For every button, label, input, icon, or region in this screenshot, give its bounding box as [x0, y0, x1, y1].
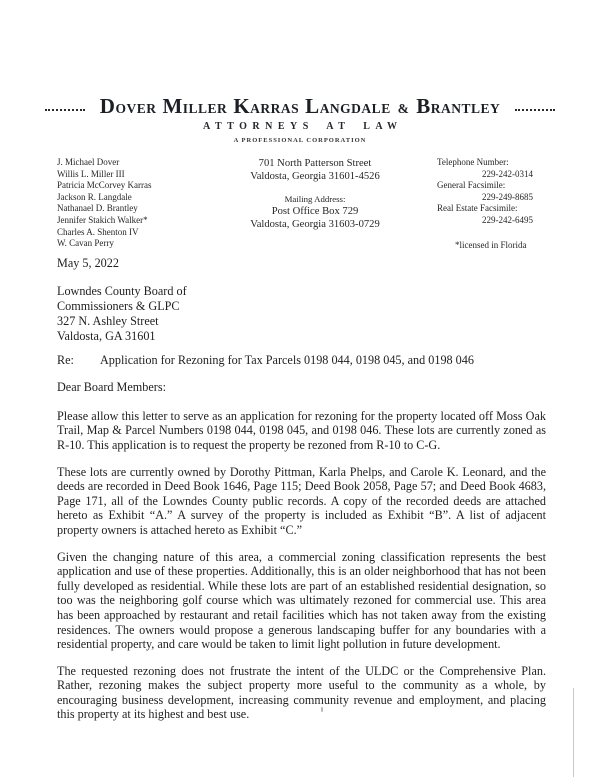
salutation: Dear Board Members:	[57, 380, 166, 395]
contact-block	[437, 157, 547, 251]
firm-name: DOVER MILLER KARRAS LANGDALE & BRANTLEY	[99, 94, 501, 118]
attorney-name: Patricia McCorvey Karras	[57, 180, 152, 191]
street-address-line1: 701 North Patterson Street	[258, 158, 372, 169]
street-address-line2: Valdosta, Georgia 31601-4526	[250, 171, 380, 182]
letter-paragraph: The requested rezoning does not frustrate the intent of the ULDC or the Comprehensive Plan. Rather, rezoning makes the subject property more useful to the community as a whole, by encouraging business development, increasing community revenue and employment, and placing this property at its highest and best use.	[57, 663, 546, 722]
dotted-rule-left	[45, 109, 85, 111]
attorney-name: J. Michael Dover	[57, 157, 120, 167]
firm-subtagline: A PROFESSIONAL CORPORATION	[233, 137, 367, 144]
re-label: Re:	[57, 352, 74, 367]
contact-label: Telephone Number:	[437, 157, 509, 167]
attorney-name: Nathanael D. Brantley	[57, 203, 138, 214]
letter-date: May 5, 2022	[57, 256, 119, 270]
attorney-name: Jennifer Stakich Walker*	[57, 214, 148, 225]
attorney-name: W. Cavan Perry	[57, 238, 114, 249]
letter-paragraphs	[57, 409, 546, 722]
contact-label: General Facsimile:	[437, 180, 506, 191]
attorney-name: Willis L. Miller III	[57, 168, 125, 179]
letter-paragraph: Given the changing nature of this area, a commercial zoning classification represents the best application and use of these properties. Additionally, this is an older neighborhood that has not been fully developed as residential. While these lots are part of an established residential designation, so too was the neighboring golf course which was ultimately rezoned for commercial use. This area has been approached by restaurant and retail facilities which has not taken away from the existing residences. The owners would propose a generous landscaping buffer for any boundaries with a residential property, and care would be taken to limit light pollution in future development.	[57, 549, 546, 652]
recipient-line: 327 N. Ashley Street	[57, 313, 159, 328]
letterhead-firm-name-row	[0, 94, 600, 119]
scan-artifact-line	[573, 688, 574, 777]
firm-tagline: ATTORNEYS AT LAW	[202, 121, 403, 132]
letter-paragraph: Please allow this letter to serve as an application for rezoning for the property located off Moss Oak Trail, Map & Parcel Numbers 0198 044, 0198 045, and 0198 046. These lots are currently zoned as R-10. This application is to request the property be rezoned from R-10 to C-G.	[57, 408, 546, 452]
letter-paragraph: These lots are currently owned by Dorothy Pittman, Karla Phelps, and Carole K. Leonard, and the deeds are recorded in Deed Book 1646, Page 115; Deed Book 2058, Page 57; and Deed Book 4683, Page 171, all of the Lowndes County public records. A copy of the recorded deeds are attached hereto as Exhibit “A.” A survey of the property is included as Exhibit “B”. A list of adjacent property owners is attached hereto as Exhibit “C.”	[57, 464, 546, 537]
address-block	[213, 157, 417, 231]
contact-number: 229-249-8685	[482, 191, 533, 202]
attorney-list	[57, 157, 215, 250]
recipient-line: Commissioners & GLPC	[57, 298, 180, 313]
florida-license-footnote: *licensed in Florida	[455, 239, 527, 250]
contact-number: 229-242-0314	[482, 168, 533, 179]
recipient-line: Valdosta, GA 31601	[57, 328, 156, 343]
mailing-address-line2: Valdosta, Georgia 31603-0729	[250, 219, 380, 230]
dotted-rule-right	[515, 109, 555, 111]
recipient-line: Lowndes County Board of	[57, 283, 187, 298]
attorney-name: Charles A. Shenton IV	[57, 226, 139, 237]
mailing-address-label: Mailing Address:	[284, 194, 346, 204]
scan-artifact-speck	[321, 707, 323, 712]
letter-body	[57, 256, 546, 734]
contact-label: Real Estate Facsimile:	[437, 203, 518, 214]
mailing-address-line1: Post Office Box 729	[271, 206, 359, 217]
re-line	[57, 353, 546, 368]
contact-number: 229-242-6495	[482, 214, 533, 225]
recipient-address	[57, 284, 546, 344]
attorney-name: Jackson R. Langdale	[57, 191, 132, 202]
re-subject: Application for Rezoning for Tax Parcels 0198 044, 0198 045, and 0198 046	[100, 352, 474, 367]
